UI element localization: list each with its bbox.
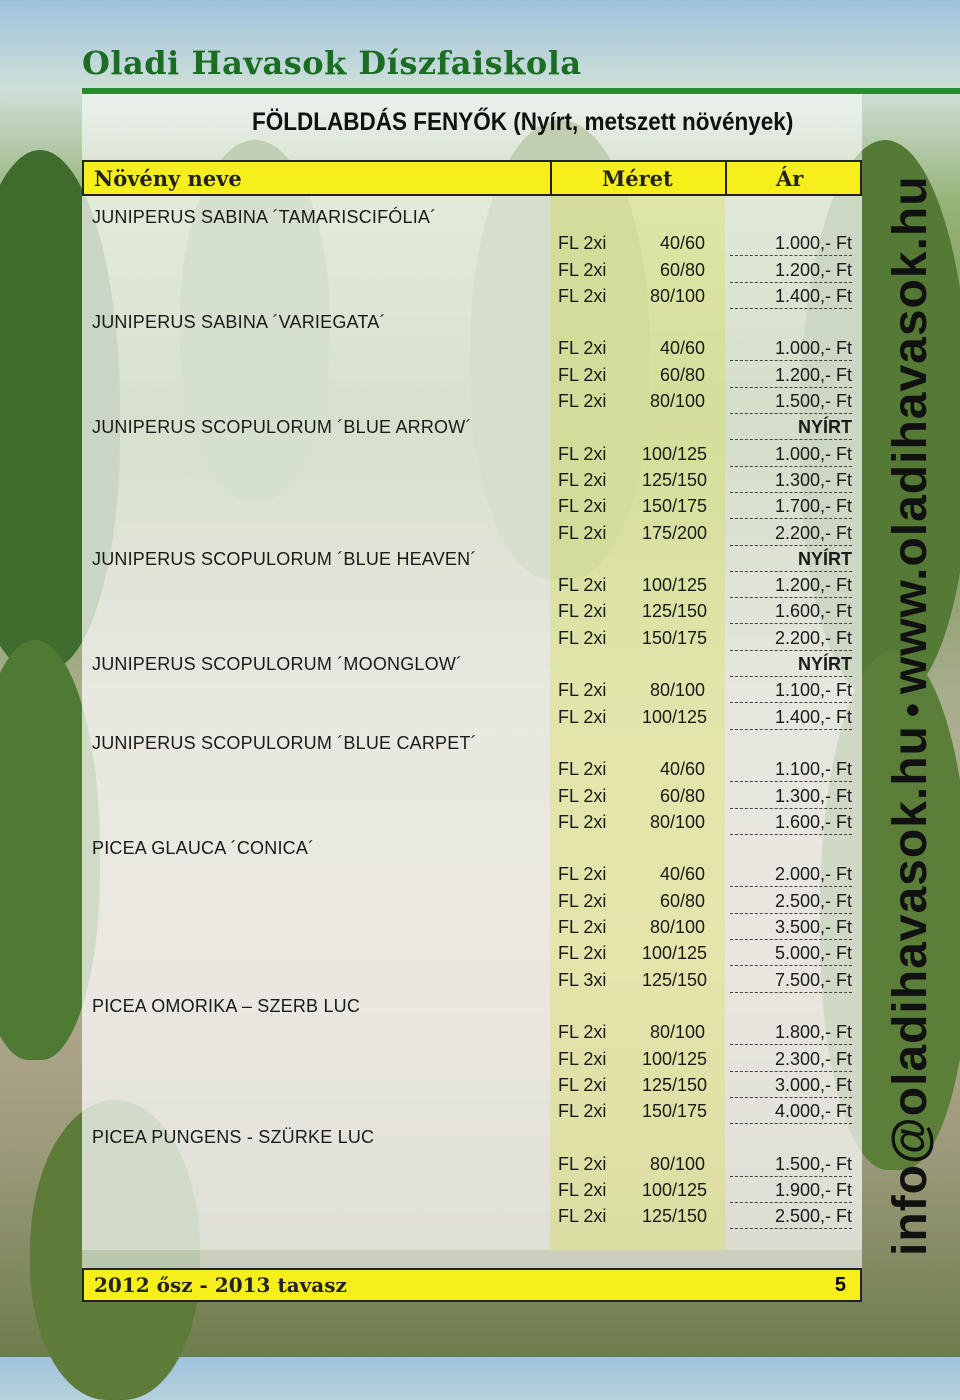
table-row — [82, 730, 862, 756]
table-row — [82, 441, 862, 467]
container-type: FL 2xi — [558, 943, 607, 964]
table-row — [82, 1098, 862, 1124]
table-row — [82, 520, 862, 546]
plant-price: 1.500,- Ft — [730, 391, 852, 414]
plant-price — [730, 838, 852, 839]
plant-price: 1.000,- Ft — [730, 233, 852, 256]
plant-price: 1.300,- Ft — [730, 786, 852, 809]
table-row — [82, 993, 862, 1019]
plant-size: 40/60 — [659, 864, 705, 885]
table-row — [82, 1151, 862, 1177]
table-row — [82, 704, 862, 730]
plant-price: 7.500,- Ft — [730, 970, 852, 993]
plant-price — [730, 996, 852, 997]
table-row — [82, 967, 862, 993]
container-type: FL 2xi — [558, 1074, 607, 1095]
plant-price: 1.600,- Ft — [730, 812, 852, 835]
plant-price: 1.500,- Ft — [730, 1154, 852, 1177]
table-row — [82, 1046, 862, 1072]
plant-size: 100/125 — [642, 706, 708, 727]
table-row — [82, 888, 862, 914]
table-row — [82, 257, 862, 283]
plant-name: JUNIPERUS SCOPULORUM ´BLUE CARPET´ — [92, 732, 477, 753]
contact-vertical — [875, 175, 949, 1256]
plant-size: 125/150 — [642, 969, 708, 990]
container-type: FL 2xi — [558, 890, 607, 911]
plant-price: 2.000,- Ft — [730, 864, 852, 887]
plant-size: 150/175 — [642, 1101, 708, 1122]
container-type: FL 2xi — [558, 1206, 607, 1227]
plant-price — [730, 733, 852, 734]
container-type: FL 2xi — [558, 1153, 607, 1174]
brand-underline — [82, 88, 960, 94]
container-type: FL 2xi — [558, 706, 607, 727]
plant-price: 1.200,- Ft — [730, 260, 852, 283]
plant-size: 100/125 — [642, 1048, 708, 1069]
table-row — [82, 914, 862, 940]
plant-size: 125/150 — [642, 1074, 708, 1095]
plant-price — [730, 1127, 852, 1128]
plant-name: JUNIPERUS SCOPULORUM ´MOONGLOW´ — [92, 654, 463, 675]
table-row — [82, 677, 862, 703]
plant-size: 100/125 — [642, 443, 708, 464]
plant-price: 1.100,- Ft — [730, 759, 852, 782]
plant-price: 1.100,- Ft — [730, 680, 852, 703]
container-type: FL 2xi — [558, 285, 607, 306]
table-row — [82, 940, 862, 966]
plant-price — [730, 207, 852, 208]
table-row — [82, 809, 862, 835]
plant-size: 60/80 — [659, 364, 705, 385]
plant-price: NYÍRT — [730, 549, 852, 572]
column-header-name: Növény neve — [94, 166, 242, 191]
plant-size: 80/100 — [649, 680, 705, 701]
table-row — [82, 861, 862, 887]
table-row — [82, 625, 862, 651]
plant-name: JUNIPERUS SABINA ´TAMARISCIFÓLIA´ — [92, 207, 437, 227]
container-type: FL 2xi — [558, 1048, 607, 1069]
container-type: FL 3xi — [558, 969, 607, 990]
plant-size: 100/125 — [642, 1179, 708, 1200]
table-row — [82, 546, 862, 572]
table-row — [82, 414, 862, 440]
plant-price: 1.400,- Ft — [730, 286, 852, 309]
table-row — [82, 309, 862, 335]
column-header-size: Méret — [602, 166, 673, 191]
footer-bar — [82, 1268, 862, 1302]
table-row — [82, 572, 862, 598]
page-number: 5 — [834, 1274, 846, 1296]
table-row — [82, 598, 862, 624]
plant-price: 1.600,- Ft — [730, 601, 852, 624]
plant-size: 60/80 — [659, 890, 705, 911]
plant-size: 80/100 — [649, 391, 705, 412]
container-type: FL 2xi — [558, 1022, 607, 1043]
column-divider — [550, 162, 552, 194]
plant-size: 60/80 — [659, 259, 705, 280]
plant-size: 80/100 — [649, 1022, 705, 1043]
container-type: FL 2xi — [558, 1179, 607, 1200]
plant-size: 175/200 — [642, 522, 708, 543]
plant-price: 1.700,- Ft — [730, 496, 852, 519]
table-row — [82, 388, 862, 414]
container-type: FL 2xi — [558, 811, 607, 832]
column-header-price: Ár — [776, 166, 804, 191]
container-type: FL 2xi — [558, 338, 607, 359]
table-row — [82, 783, 862, 809]
plant-size: 40/60 — [659, 338, 705, 359]
plant-name: JUNIPERUS SCOPULORUM ´BLUE HEAVEN´ — [92, 548, 477, 569]
season-label: 2012 ősz - 2013 tavasz — [94, 1273, 347, 1297]
plant-price: 2.200,- Ft — [730, 523, 852, 546]
plant-name: JUNIPERUS SABINA ´VARIEGATA´ — [92, 312, 386, 333]
container-type: FL 2xi — [558, 864, 607, 885]
table-row — [82, 283, 862, 309]
table-row — [82, 204, 862, 230]
container-type: FL 2xi — [558, 259, 607, 280]
plant-price: 2.500,- Ft — [730, 1206, 852, 1229]
container-type: FL 2xi — [558, 601, 607, 622]
plant-size: 125/150 — [642, 601, 708, 622]
table-row — [82, 1019, 862, 1045]
plant-price: 1.000,- Ft — [730, 444, 852, 467]
plant-price: 1.900,- Ft — [730, 1180, 852, 1203]
plant-size: 100/125 — [642, 943, 708, 964]
plant-size: 150/175 — [642, 496, 708, 517]
plant-size: 80/100 — [649, 917, 705, 938]
table-row — [82, 651, 862, 677]
plant-price: 2.200,- Ft — [730, 628, 852, 651]
table-row — [82, 335, 862, 361]
container-type: FL 2xi — [558, 759, 607, 780]
container-type: FL 2xi — [558, 233, 607, 254]
plant-price: 2.300,- Ft — [730, 1049, 852, 1072]
container-type: FL 2xi — [558, 917, 607, 938]
table-row — [82, 835, 862, 861]
table-header — [82, 160, 862, 196]
plant-price — [730, 312, 852, 313]
plant-price: 1.800,- Ft — [730, 1022, 852, 1045]
table-row — [82, 1072, 862, 1098]
column-divider — [725, 162, 727, 194]
plant-price: 5.000,- Ft — [730, 943, 852, 966]
container-type: FL 2xi — [558, 443, 607, 464]
table-row — [82, 467, 862, 493]
container-type: FL 2xi — [558, 522, 607, 543]
brand-title: Oladi Havasok Díszfaiskola — [82, 44, 582, 82]
website-link[interactable]: www.oladihavasok.hu — [884, 175, 937, 695]
price-table — [82, 204, 862, 1230]
plant-size: 60/80 — [659, 785, 705, 806]
container-type: FL 2xi — [558, 496, 607, 517]
table-row — [82, 230, 862, 256]
plant-price: 1.000,- Ft — [730, 338, 852, 361]
plant-size: 80/100 — [649, 285, 705, 306]
table-row — [82, 1177, 862, 1203]
plant-size: 150/175 — [642, 627, 708, 648]
plant-price: 1.400,- Ft — [730, 707, 852, 730]
container-type: FL 2xi — [558, 391, 607, 412]
plant-price: 1.300,- Ft — [730, 470, 852, 493]
container-type: FL 2xi — [558, 627, 607, 648]
plant-size: 100/125 — [642, 575, 708, 596]
separator-dot: • — [891, 702, 935, 718]
plant-name: PICEA PUNGENS - SZÜRKE LUC — [92, 1127, 375, 1148]
plant-name: PICEA OMORIKA – SZERB LUC — [92, 995, 361, 1016]
container-type: FL 2xi — [558, 1101, 607, 1122]
plant-price: NYÍRT — [730, 417, 852, 440]
plant-price: 1.200,- Ft — [730, 575, 852, 598]
plant-size: 125/150 — [642, 1206, 708, 1227]
container-type: FL 2xi — [558, 364, 607, 385]
container-type: FL 2xi — [558, 469, 607, 490]
plant-size: 80/100 — [649, 1153, 705, 1174]
plant-name: PICEA GLAUCA ´CONICA´ — [92, 838, 315, 859]
plant-price: 3.500,- Ft — [730, 917, 852, 940]
container-type: FL 2xi — [558, 785, 607, 806]
table-row — [82, 756, 862, 782]
table-row — [82, 493, 862, 519]
plant-size: 125/150 — [642, 469, 708, 490]
plant-size: 80/100 — [649, 811, 705, 832]
section-title: FÖLDLABDÁS FENYŐK (Nyírt, metszett növények) — [252, 108, 794, 136]
table-row — [82, 1124, 862, 1150]
table-row — [82, 362, 862, 388]
plant-size: 40/60 — [659, 759, 705, 780]
plant-price: 1.200,- Ft — [730, 365, 852, 388]
table-row — [82, 1203, 862, 1229]
plant-price: NYÍRT — [730, 654, 852, 677]
plant-price: 2.500,- Ft — [730, 891, 852, 914]
container-type: FL 2xi — [558, 680, 607, 701]
email-link[interactable]: info@oladihavasok.hu — [884, 725, 937, 1256]
container-type: FL 2xi — [558, 575, 607, 596]
plant-price: 4.000,- Ft — [730, 1101, 852, 1124]
plant-size: 40/60 — [659, 233, 705, 254]
plant-name: JUNIPERUS SCOPULORUM ´BLUE ARROW´ — [92, 417, 472, 438]
plant-price: 3.000,- Ft — [730, 1075, 852, 1098]
